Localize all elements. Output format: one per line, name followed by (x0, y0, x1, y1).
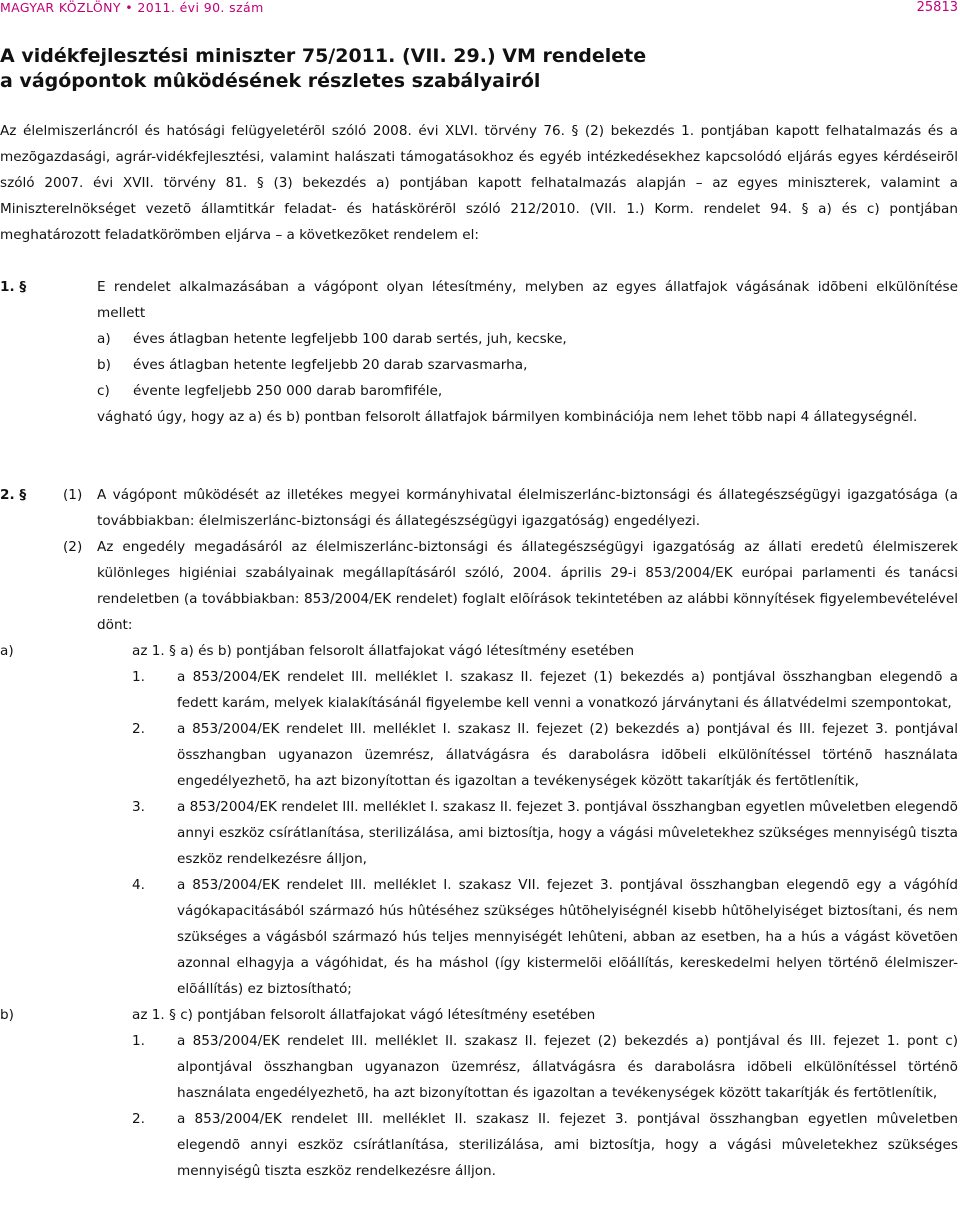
section-1 (0, 274, 958, 454)
subitem (0, 716, 958, 794)
subitem-text: a 853/2004/EK rendelet III. melléklet I. szakasz II. fejezet (2) bekezdés a) pontjával és III. fejezet 3. pontjával összhangban ugyanazon üzemrész, állatvágásra és darabolásra idõbeli elkülönítéssel történõ használata engedélyezhetõ, ha azt bizonyítottan és igazoltan a tevékenységek között takarítják és fertõtlenítik, (177, 721, 958, 789)
subitem-text: a 853/2004/EK rendelet III. melléklet I. szakasz II. fejezet (1) bekezdés a) pontjával összhangban elegendõ a fedett karám, melyek kialakításánál figyelembe kell venni a vonatkozó járványtani és állatvédelmi szempontokat, (177, 669, 958, 711)
subitem-text: a 853/2004/EK rendelet III. melléklet I. szakasz VII. fejezet 3. pontjával összhangban elegendõ egy a vágóhíd vágókapacitásából származó hús hûtéséhez szükséges hûtõhelyiségnél kisebb hûtõhelyiséget biztosítani, és nem szükséges a vágásból származó hús teljes mennyiségét lehûteni, abban az esetben, ha a hús a vágást követõen azonnal elhagyja a vágóhidat, és ha máshol (így kistermelõi elõállítás, kereskedelmi helyen történõ élelmiszer-elõállítás) ez biztosítható; (177, 877, 958, 997)
subitem-text: a 853/2004/EK rendelet III. melléklet I. szakasz II. fejezet 3. pontjával összhangban egyetlen mûveletben elegendõ annyi eszköz csírátlanítása, sterilizálása, ami biztosítja, hogy a vágási mûveletekhez szükséges mennyiségû tiszta eszköz rendelkezésre álljon, (177, 799, 958, 867)
point-b (0, 1002, 958, 1028)
section-closing: vágható úgy, hogy az a) és b) pontban felsorolt állatfajok bármilyen kombinációja nem lehet több napi 4 állategységnél. (97, 409, 918, 425)
subitem-text: a 853/2004/EK rendelet III. melléklet II. szakasz II. fejezet (2) bekezdés a) pontjával és III. fejezet 1. pont c) alpontjával összhangban ugyanazon üzemrész, állatvágásra és darabolásra idõbeli elkülönítéssel történõ használata engedélyezhetõ, ha azt bizonyítottan és igazoltan a tevékenységek között takarítják és fertõtlenítik, (177, 1033, 958, 1101)
subitem-label: 2. (132, 1111, 145, 1127)
title-line-2: a vágópontok mûködésének részletes szabályairól (0, 70, 541, 92)
section-2 (0, 482, 958, 1227)
subitem (0, 1106, 958, 1184)
subitem-label: 3. (132, 799, 145, 815)
paragraph-2 (63, 534, 958, 638)
point-label: b) (0, 1007, 14, 1023)
subitem (0, 794, 958, 872)
item-text: éves átlagban hetente legfeljebb 20 darab szarvasmarha, (133, 357, 528, 373)
point-text: az 1. § c) pontjában felsorolt állatfajokat vágó létesítmény esetében (132, 1007, 596, 1023)
section-text: E rendelet alkalmazásában a vágópont olyan létesítmény, melyben az egyes állatfajok vágásának idõbeni elkülönítése mellett (97, 279, 958, 321)
subitem-text: a 853/2004/EK rendelet III. melléklet II. szakasz II. fejezet 3. pontjával összhangban egyetlen mûveletben elegendõ annyi eszköz csírátlanítása, sterilizálása, ami biztosítja, hogy a vágási mûveletekhez szükséges mennyiségû tiszta eszköz rendelkezésre álljon. (177, 1111, 958, 1179)
document-title (0, 44, 950, 94)
section-body (97, 274, 958, 430)
list-item (97, 352, 958, 378)
list-item (97, 326, 958, 352)
point-label: a) (0, 643, 14, 659)
item-text: évente legfeljebb 250 000 darab baromfiféle, (133, 383, 443, 399)
subitem (0, 664, 958, 716)
subitem-label: 1. (132, 669, 145, 685)
item-label: a) (97, 331, 111, 347)
subitem (0, 1028, 958, 1106)
section-number: 2. § (0, 487, 27, 503)
subitem-label: 1. (132, 1033, 145, 1049)
paragraph-text: Az engedély megadásáról az élelmiszerlánc-biztonsági és állategészségügyi igazgatóság az állati eredetû élelmiszerek különleges higiéniai szabályainak megállapításáról szóló, 2004. április 29-i 853/2004/EK európai parlamenti és tanácsi rendeletben (a továbbiakban: 853/2004/EK rendelet) foglalt elõírások tekintetében az alábbi könnyítések figyelembevételével dönt: (97, 539, 958, 633)
paragraph-label: (1) (63, 487, 83, 503)
page-number: 25813 (916, 0, 958, 15)
paragraph-text: A vágópont mûködését az illetékes megyei kormányhivatal élelmiszerlánc-biztonsági és állategészségügyi igazgatósága (a továbbiakban: élelmiszerlánc-biztonsági és állategészségügyi igazgatóság) engedélyezi. (97, 487, 958, 529)
section-body (0, 482, 958, 1184)
point-a (0, 638, 958, 664)
item-text: éves átlagban hetente legfeljebb 100 darab sertés, juh, kecske, (133, 331, 567, 347)
running-header (0, 0, 960, 20)
paragraph-1 (63, 482, 958, 534)
list-item (97, 378, 958, 404)
journal-title: MAGYAR KÖZLÖNY • 2011. évi 90. szám (0, 0, 264, 15)
title-line-1: A vidékfejlesztési miniszter 75/2011. (VII. 29.) VM rendelete (0, 45, 647, 67)
preamble: Az élelmiszerláncról és hatósági felügyeletérõl szóló 2008. évi XLVI. törvény 76. § (2) bekezdés 1. pontjában kapott felhatalmazás és a mezõgazdasági, agrár-vidékfejlesztési, valamint halászati támogatásokhoz és egyéb intézkedésekhez kapcsolódó eljárás egyes kérdéseirõl szóló 2007. évi XVII. törvény 81. § (3) bekezdés a) pontjában kapott felhatalmazás alapján – az egyes miniszterek, valamint a Miniszterelnökséget vezetõ államtitkár feladat- és hatáskörérõl szóló 212/2010. (VII. 1.) Korm. rendelet 94. § a) és c) pontjában meghatározott feladatkörömben eljárva – a következõket rendelem el: (0, 123, 958, 243)
subitem (0, 872, 958, 1002)
item-label: b) (97, 357, 111, 373)
point-text: az 1. § a) és b) pontjában felsorolt állatfajokat vágó létesítmény esetében (132, 643, 635, 659)
paragraph-label: (2) (63, 539, 83, 555)
item-label: c) (97, 383, 110, 399)
subitem-label: 4. (132, 877, 145, 893)
subitem-label: 2. (132, 721, 145, 737)
section-number: 1. § (0, 279, 27, 295)
